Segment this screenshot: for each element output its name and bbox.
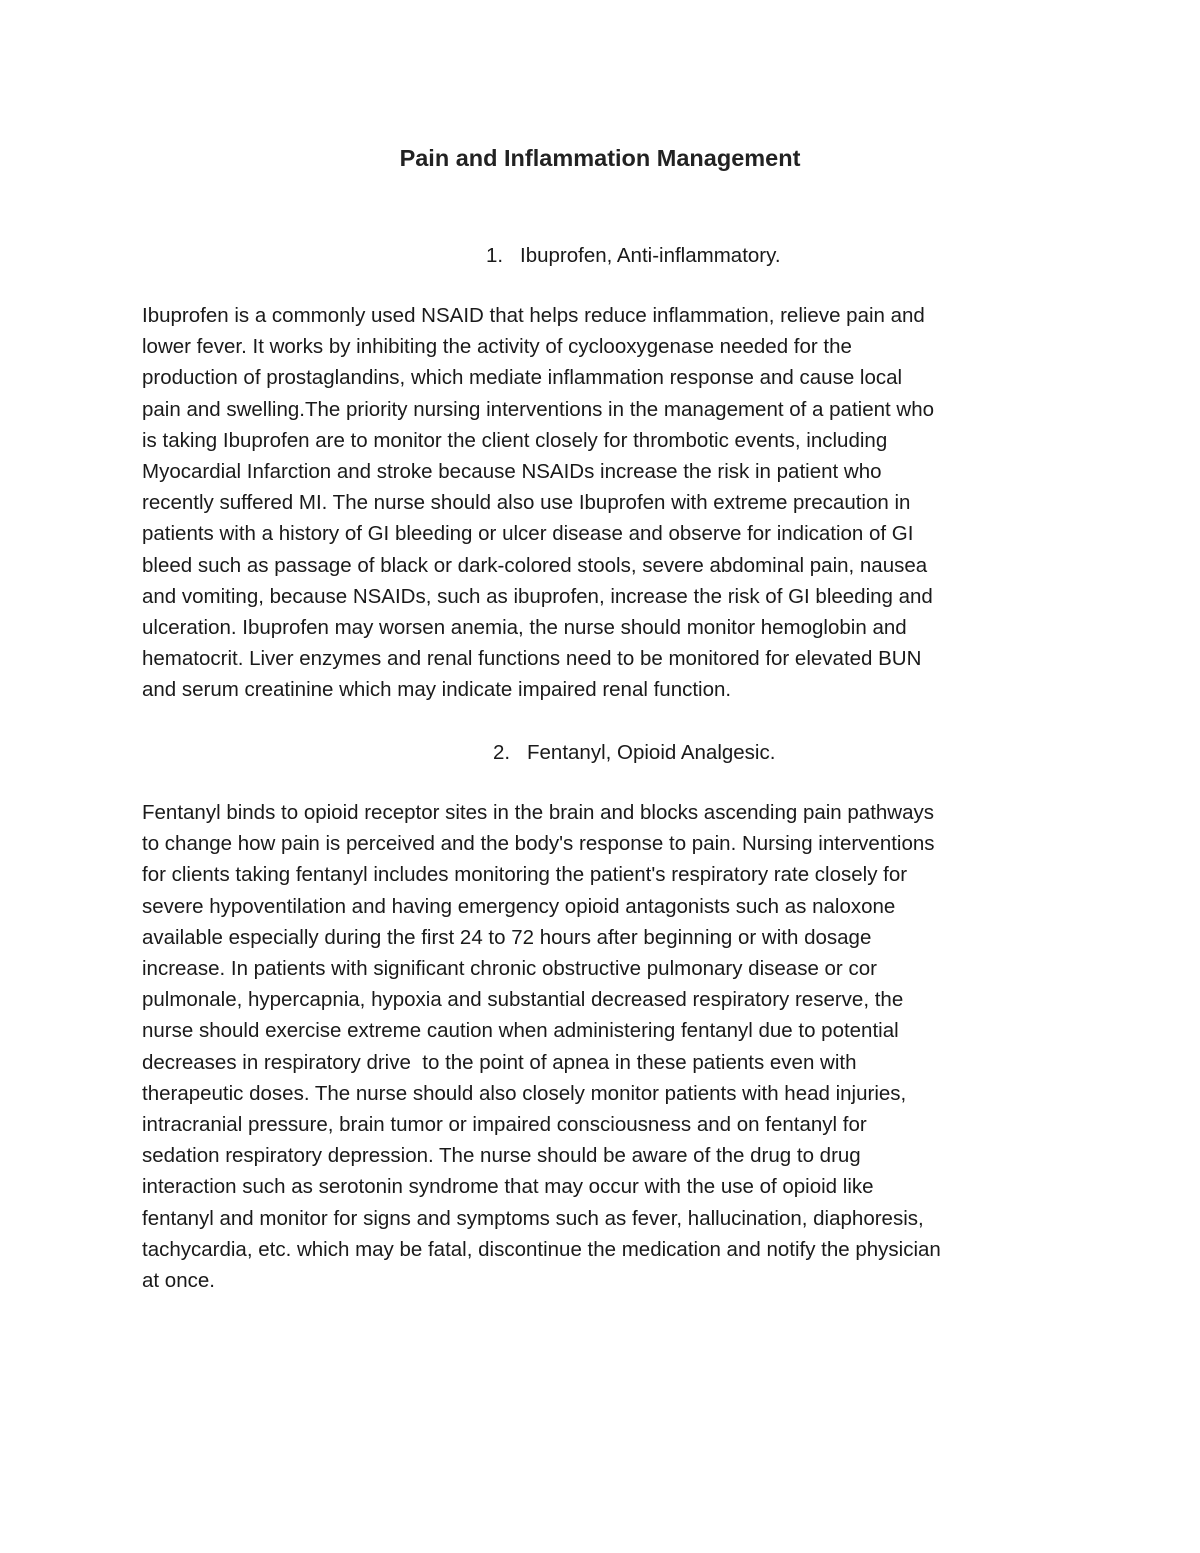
document-title: Pain and Inflammation Management: [399, 145, 801, 171]
paragraph-line: hematocrit. Liver enzymes and renal functions need to be monitored for elevated BUN: [142, 647, 922, 671]
paragraph-line: patients with a history of GI bleeding or ulcer disease and observe for indication of GI: [142, 522, 914, 546]
paragraph-line: and serum creatinine which may indicate impaired renal function.: [142, 678, 732, 702]
list-number: 1.: [486, 244, 504, 267]
section-paragraph-ibuprofen: [142, 300, 1062, 706]
paragraph-line: fentanyl and monitor for signs and symptoms such as fever, hallucination, diaphoresis,: [142, 1206, 924, 1230]
paragraph-line: Myocardial Infarction and stroke because NSAIDs increase the risk in patient who: [142, 460, 882, 484]
paragraph-line: increase. In patients with significant chronic obstructive pulmonary disease or cor: [142, 957, 877, 981]
paragraph-line: bleed such as passage of black or dark-colored stools, severe abdominal pain, nausea: [142, 553, 928, 577]
paragraph-line: sedation respiratory depression. The nurse should be aware of the drug to drug: [142, 1144, 861, 1168]
paragraph-line: Ibuprofen is a commonly used NSAID that helps reduce inflammation, relieve pain and: [142, 304, 925, 327]
paragraph-line: decreases in respiratory drive to the point of apnea in these patients even with: [142, 1050, 857, 1074]
section-paragraph-fentanyl: [142, 797, 1062, 1296]
section-heading-fentanyl: [493, 737, 775, 768]
paragraph-line: recently suffered MI. The nurse should also use Ibuprofen with extreme precaution in: [142, 491, 911, 515]
paragraph-line: and vomiting, because NSAIDs, such as ibuprofen, increase the risk of GI bleeding and: [142, 584, 933, 608]
paragraph-line: nurse should exercise extreme caution when administering fentanyl due to potential: [142, 1019, 899, 1043]
section-heading-text: Fentanyl, Opioid Analgesic.: [527, 741, 776, 764]
paragraph-line: intracranial pressure, brain tumor or impaired consciousness and on fentanyl for: [142, 1113, 867, 1137]
paragraph-line: Fentanyl binds to opioid receptor sites in the brain and blocks ascending pain pathways: [142, 801, 935, 824]
paragraph-line: production of prostaglandins, which mediate inflammation response and cause local: [142, 366, 903, 390]
paragraph-line: interaction such as serotonin syndrome that may occur with the use of opioid like: [142, 1175, 874, 1199]
paragraph-line: to change how pain is perceived and the body's response to pain. Nursing interventions: [142, 832, 935, 856]
section-heading-ibuprofen: [486, 240, 781, 271]
paragraph-line: ulceration. Ibuprofen may worsen anemia, the nurse should monitor hemoglobin and: [142, 616, 907, 640]
paragraph-line: tachycardia, etc. which may be fatal, discontinue the medication and notify the physician: [142, 1237, 941, 1261]
section-heading-text: Ibuprofen, Anti-inflammatory.: [520, 244, 781, 267]
paragraph-line: therapeutic doses. The nurse should also closely monitor patients with head injuries,: [142, 1081, 907, 1105]
paragraph-line: pulmonale, hypercapnia, hypoxia and substantial decreased respiratory reserve, the: [142, 988, 904, 1012]
paragraph-line: available especially during the first 24 to 72 hours after beginning or with dosage: [142, 925, 872, 949]
paragraph-line: lower fever. It works by inhibiting the activity of cyclooxygenase needed for the: [142, 335, 852, 359]
paragraph-line: at once.: [142, 1269, 215, 1293]
list-number: 2.: [493, 741, 511, 764]
paragraph-line: pain and swelling.The priority nursing interventions in the management of a patient who: [142, 397, 934, 421]
paragraph-line: is taking Ibuprofen are to monitor the client closely for thrombotic events, including: [142, 428, 888, 452]
paragraph-line: severe hypoventilation and having emergency opioid antagonists such as naloxone: [142, 894, 896, 918]
paragraph-line: for clients taking fentanyl includes monitoring the patient's respiratory rate closely for: [142, 863, 908, 887]
